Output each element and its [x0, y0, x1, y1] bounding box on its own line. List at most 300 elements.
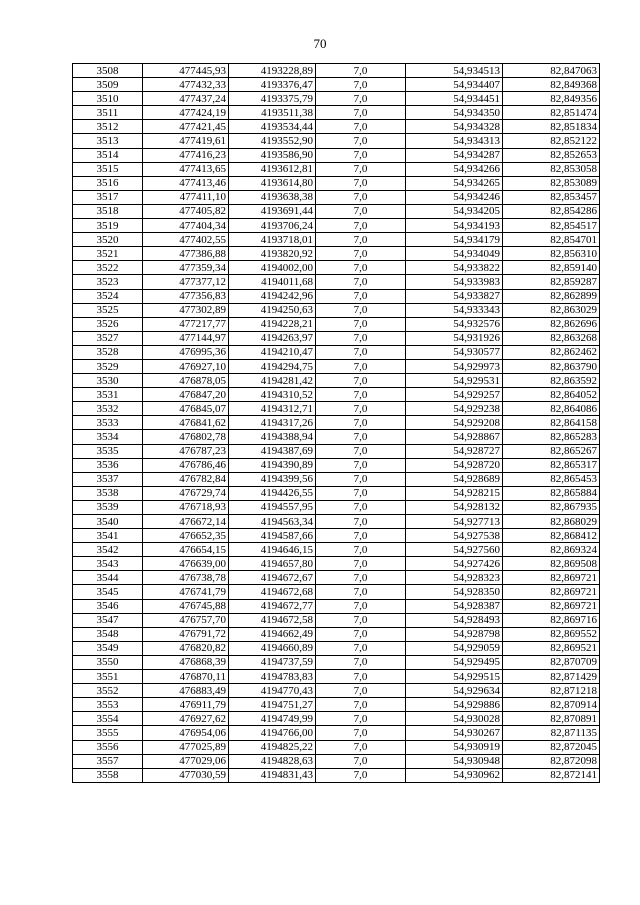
latitude-cell: 54,930919	[406, 740, 503, 754]
x-coordinate-cell: 476820,82	[143, 641, 229, 655]
table-row	[73, 655, 600, 669]
value-cell: 7,0	[316, 303, 406, 317]
table-row	[73, 331, 600, 345]
longitude-cell: 82,867935	[503, 500, 600, 514]
y-coordinate-cell: 4194749,99	[229, 712, 316, 726]
point-number-cell: 3547	[73, 613, 143, 627]
latitude-cell: 54,934350	[406, 106, 503, 120]
x-coordinate-cell: 477445,93	[143, 64, 229, 78]
x-coordinate-cell: 477359,34	[143, 261, 229, 275]
x-coordinate-cell: 476802,78	[143, 430, 229, 444]
table-row	[73, 190, 600, 204]
value-cell: 7,0	[316, 712, 406, 726]
longitude-cell: 82,872045	[503, 740, 600, 754]
latitude-cell: 54,934407	[406, 78, 503, 92]
value-cell: 7,0	[316, 529, 406, 543]
table-row	[73, 430, 600, 444]
longitude-cell: 82,869552	[503, 627, 600, 641]
latitude-cell: 54,934328	[406, 120, 503, 134]
point-number-cell: 3556	[73, 740, 143, 754]
longitude-cell: 82,862696	[503, 317, 600, 331]
longitude-cell: 82,852122	[503, 134, 600, 148]
table-row	[73, 641, 600, 655]
y-coordinate-cell: 4194662,49	[229, 627, 316, 641]
y-coordinate-cell: 4194766,00	[229, 726, 316, 740]
value-cell: 7,0	[316, 64, 406, 78]
y-coordinate-cell: 4193375,79	[229, 92, 316, 106]
y-coordinate-cell: 4194587,66	[229, 529, 316, 543]
table-row	[73, 317, 600, 331]
y-coordinate-cell: 4194390,89	[229, 458, 316, 472]
point-number-cell: 3548	[73, 627, 143, 641]
table-row	[73, 571, 600, 585]
value-cell: 7,0	[316, 190, 406, 204]
table-row	[73, 162, 600, 176]
x-coordinate-cell: 476927,62	[143, 712, 229, 726]
x-coordinate-cell: 477386,88	[143, 247, 229, 261]
latitude-cell: 54,934246	[406, 190, 503, 204]
y-coordinate-cell: 4194426,55	[229, 486, 316, 500]
table-row	[73, 599, 600, 613]
value-cell: 7,0	[316, 359, 406, 373]
value-cell: 7,0	[316, 275, 406, 289]
point-number-cell: 3540	[73, 515, 143, 529]
x-coordinate-cell: 477029,06	[143, 754, 229, 768]
longitude-cell: 82,853089	[503, 176, 600, 190]
longitude-cell: 82,853058	[503, 162, 600, 176]
value-cell: 7,0	[316, 331, 406, 345]
point-number-cell: 3545	[73, 585, 143, 599]
latitude-cell: 54,927713	[406, 515, 503, 529]
y-coordinate-cell: 4193706,24	[229, 219, 316, 233]
point-number-cell: 3541	[73, 529, 143, 543]
table-row	[73, 458, 600, 472]
value-cell: 7,0	[316, 219, 406, 233]
longitude-cell: 82,865317	[503, 458, 600, 472]
x-coordinate-cell: 476841,62	[143, 416, 229, 430]
point-number-cell: 3553	[73, 698, 143, 712]
point-number-cell: 3533	[73, 416, 143, 430]
latitude-cell: 54,932576	[406, 317, 503, 331]
latitude-cell: 54,928798	[406, 627, 503, 641]
y-coordinate-cell: 4193718,01	[229, 233, 316, 247]
y-coordinate-cell: 4194783,83	[229, 670, 316, 684]
value-cell: 7,0	[316, 670, 406, 684]
y-coordinate-cell: 4194310,52	[229, 388, 316, 402]
point-number-cell: 3551	[73, 670, 143, 684]
x-coordinate-cell: 477402,55	[143, 233, 229, 247]
x-coordinate-cell: 477404,34	[143, 219, 229, 233]
longitude-cell: 82,869521	[503, 641, 600, 655]
longitude-cell: 82,863029	[503, 303, 600, 317]
table-row	[73, 754, 600, 768]
latitude-cell: 54,928323	[406, 571, 503, 585]
latitude-cell: 54,934287	[406, 148, 503, 162]
x-coordinate-cell: 477437,24	[143, 92, 229, 106]
value-cell: 7,0	[316, 726, 406, 740]
point-number-cell: 3520	[73, 233, 143, 247]
latitude-cell: 54,934313	[406, 134, 503, 148]
table-row	[73, 557, 600, 571]
coordinates-table	[72, 63, 600, 783]
value-cell: 7,0	[316, 402, 406, 416]
table-row	[73, 388, 600, 402]
value-cell: 7,0	[316, 233, 406, 247]
value-cell: 7,0	[316, 345, 406, 359]
table-row	[73, 712, 600, 726]
y-coordinate-cell: 4193612,81	[229, 162, 316, 176]
value-cell: 7,0	[316, 599, 406, 613]
longitude-cell: 82,863790	[503, 359, 600, 373]
x-coordinate-cell: 476757,70	[143, 613, 229, 627]
latitude-cell: 54,927560	[406, 543, 503, 557]
point-number-cell: 3550	[73, 655, 143, 669]
longitude-cell: 82,869721	[503, 571, 600, 585]
value-cell: 7,0	[316, 106, 406, 120]
point-number-cell: 3528	[73, 345, 143, 359]
value-cell: 7,0	[316, 740, 406, 754]
x-coordinate-cell: 477419,61	[143, 134, 229, 148]
point-number-cell: 3532	[73, 402, 143, 416]
x-coordinate-cell: 477413,65	[143, 162, 229, 176]
y-coordinate-cell: 4194250,63	[229, 303, 316, 317]
value-cell: 7,0	[316, 655, 406, 669]
longitude-cell: 82,869324	[503, 543, 600, 557]
point-number-cell: 3523	[73, 275, 143, 289]
point-number-cell: 3525	[73, 303, 143, 317]
value-cell: 7,0	[316, 388, 406, 402]
table-row	[73, 261, 600, 275]
point-number-cell: 3534	[73, 430, 143, 444]
latitude-cell: 54,928215	[406, 486, 503, 500]
latitude-cell: 54,928132	[406, 500, 503, 514]
value-cell: 7,0	[316, 120, 406, 134]
y-coordinate-cell: 4194317,26	[229, 416, 316, 430]
page-number: 70	[313, 36, 327, 51]
value-cell: 7,0	[316, 515, 406, 529]
longitude-cell: 82,870891	[503, 712, 600, 726]
value-cell: 7,0	[316, 162, 406, 176]
latitude-cell: 54,929531	[406, 374, 503, 388]
latitude-cell: 54,929257	[406, 388, 503, 402]
table-row	[73, 416, 600, 430]
y-coordinate-cell: 4193511,38	[229, 106, 316, 120]
latitude-cell: 54,929495	[406, 655, 503, 669]
latitude-cell: 54,929515	[406, 670, 503, 684]
latitude-cell: 54,933822	[406, 261, 503, 275]
table-row	[73, 204, 600, 218]
y-coordinate-cell: 4193586,90	[229, 148, 316, 162]
table-row	[73, 444, 600, 458]
longitude-cell: 82,854286	[503, 204, 600, 218]
y-coordinate-cell: 4194312,71	[229, 402, 316, 416]
value-cell: 7,0	[316, 261, 406, 275]
y-coordinate-cell: 4194388,94	[229, 430, 316, 444]
latitude-cell: 54,928689	[406, 472, 503, 486]
latitude-cell: 54,934451	[406, 92, 503, 106]
x-coordinate-cell: 476738,78	[143, 571, 229, 585]
x-coordinate-cell: 477432,33	[143, 78, 229, 92]
point-number-cell: 3544	[73, 571, 143, 585]
y-coordinate-cell: 4194263,97	[229, 331, 316, 345]
point-number-cell: 3531	[73, 388, 143, 402]
table-row	[73, 698, 600, 712]
latitude-cell: 54,928387	[406, 599, 503, 613]
value-cell: 7,0	[316, 204, 406, 218]
value-cell: 7,0	[316, 289, 406, 303]
value-cell: 7,0	[316, 458, 406, 472]
y-coordinate-cell: 4194563,34	[229, 515, 316, 529]
x-coordinate-cell: 477424,19	[143, 106, 229, 120]
table-row	[73, 684, 600, 698]
y-coordinate-cell: 4194557,95	[229, 500, 316, 514]
point-number-cell: 3513	[73, 134, 143, 148]
y-coordinate-cell: 4194672,77	[229, 599, 316, 613]
point-number-cell: 3512	[73, 120, 143, 134]
latitude-cell: 54,929634	[406, 684, 503, 698]
table-row	[73, 275, 600, 289]
table-row	[73, 148, 600, 162]
longitude-cell: 82,869716	[503, 613, 600, 627]
y-coordinate-cell: 4194281,42	[229, 374, 316, 388]
y-coordinate-cell: 4193691,44	[229, 204, 316, 218]
longitude-cell: 82,849368	[503, 78, 600, 92]
y-coordinate-cell: 4194672,58	[229, 613, 316, 627]
longitude-cell: 82,859287	[503, 275, 600, 289]
y-coordinate-cell: 4194002,00	[229, 261, 316, 275]
latitude-cell: 54,928720	[406, 458, 503, 472]
longitude-cell: 82,862899	[503, 289, 600, 303]
table-row	[73, 768, 600, 782]
y-coordinate-cell: 4194210,47	[229, 345, 316, 359]
table-row	[73, 303, 600, 317]
table-row	[73, 120, 600, 134]
latitude-cell: 54,927426	[406, 557, 503, 571]
point-number-cell: 3508	[73, 64, 143, 78]
y-coordinate-cell: 4193534,44	[229, 120, 316, 134]
x-coordinate-cell: 476883,49	[143, 684, 229, 698]
table-row	[73, 78, 600, 92]
longitude-cell: 82,869721	[503, 585, 600, 599]
x-coordinate-cell: 476652,35	[143, 529, 229, 543]
latitude-cell: 54,930577	[406, 345, 503, 359]
value-cell: 7,0	[316, 613, 406, 627]
point-number-cell: 3526	[73, 317, 143, 331]
longitude-cell: 82,870709	[503, 655, 600, 669]
x-coordinate-cell: 477413,46	[143, 176, 229, 190]
y-coordinate-cell: 4194660,89	[229, 641, 316, 655]
y-coordinate-cell: 4193820,92	[229, 247, 316, 261]
longitude-cell: 82,864052	[503, 388, 600, 402]
x-coordinate-cell: 477025,89	[143, 740, 229, 754]
table-row	[73, 529, 600, 543]
latitude-cell: 54,930267	[406, 726, 503, 740]
latitude-cell: 54,928493	[406, 613, 503, 627]
table-row	[73, 670, 600, 684]
latitude-cell: 54,933343	[406, 303, 503, 317]
value-cell: 7,0	[316, 500, 406, 514]
x-coordinate-cell: 476868,39	[143, 655, 229, 669]
latitude-cell: 54,929238	[406, 402, 503, 416]
x-coordinate-cell: 476741,79	[143, 585, 229, 599]
longitude-cell: 82,872141	[503, 768, 600, 782]
value-cell: 7,0	[316, 317, 406, 331]
value-cell: 7,0	[316, 374, 406, 388]
latitude-cell: 54,934265	[406, 176, 503, 190]
table-row	[73, 219, 600, 233]
value-cell: 7,0	[316, 585, 406, 599]
table-row	[73, 613, 600, 627]
x-coordinate-cell: 476995,36	[143, 345, 229, 359]
point-number-cell: 3524	[73, 289, 143, 303]
x-coordinate-cell: 476786,46	[143, 458, 229, 472]
longitude-cell: 82,852653	[503, 148, 600, 162]
table-row	[73, 92, 600, 106]
coordinates-table-body	[73, 64, 600, 783]
point-number-cell: 3515	[73, 162, 143, 176]
latitude-cell: 54,930962	[406, 768, 503, 782]
longitude-cell: 82,863268	[503, 331, 600, 345]
x-coordinate-cell: 476654,15	[143, 543, 229, 557]
table-row	[73, 64, 600, 78]
y-coordinate-cell: 4194387,69	[229, 444, 316, 458]
longitude-cell: 82,851834	[503, 120, 600, 134]
y-coordinate-cell: 4194294,75	[229, 359, 316, 373]
value-cell: 7,0	[316, 134, 406, 148]
longitude-cell: 82,865453	[503, 472, 600, 486]
value-cell: 7,0	[316, 78, 406, 92]
y-coordinate-cell: 4194672,67	[229, 571, 316, 585]
x-coordinate-cell: 476845,07	[143, 402, 229, 416]
longitude-cell: 82,853457	[503, 190, 600, 204]
point-number-cell: 3510	[73, 92, 143, 106]
longitude-cell: 82,872098	[503, 754, 600, 768]
y-coordinate-cell: 4193376,47	[229, 78, 316, 92]
table-row	[73, 585, 600, 599]
longitude-cell: 82,871218	[503, 684, 600, 698]
table-row	[73, 543, 600, 557]
latitude-cell: 54,928350	[406, 585, 503, 599]
value-cell: 7,0	[316, 148, 406, 162]
longitude-cell: 82,868412	[503, 529, 600, 543]
point-number-cell: 3522	[73, 261, 143, 275]
x-coordinate-cell: 477144,97	[143, 331, 229, 345]
point-number-cell: 3543	[73, 557, 143, 571]
x-coordinate-cell: 476718,93	[143, 500, 229, 514]
latitude-cell: 54,934266	[406, 162, 503, 176]
latitude-cell: 54,930028	[406, 712, 503, 726]
point-number-cell: 3558	[73, 768, 143, 782]
longitude-cell: 82,864158	[503, 416, 600, 430]
value-cell: 7,0	[316, 698, 406, 712]
longitude-cell: 82,864086	[503, 402, 600, 416]
y-coordinate-cell: 4194242,96	[229, 289, 316, 303]
table-row	[73, 515, 600, 529]
value-cell: 7,0	[316, 472, 406, 486]
y-coordinate-cell: 4194831,43	[229, 768, 316, 782]
y-coordinate-cell: 4193228,89	[229, 64, 316, 78]
point-number-cell: 3542	[73, 543, 143, 557]
y-coordinate-cell: 4194646,15	[229, 543, 316, 557]
y-coordinate-cell: 4194770,43	[229, 684, 316, 698]
x-coordinate-cell: 477411,10	[143, 190, 229, 204]
point-number-cell: 3511	[73, 106, 143, 120]
point-number-cell: 3527	[73, 331, 143, 345]
point-number-cell: 3535	[73, 444, 143, 458]
longitude-cell: 82,862462	[503, 345, 600, 359]
point-number-cell: 3536	[73, 458, 143, 472]
table-row	[73, 345, 600, 359]
y-coordinate-cell: 4193614,80	[229, 176, 316, 190]
value-cell: 7,0	[316, 557, 406, 571]
table-row	[73, 289, 600, 303]
point-number-cell: 3514	[73, 148, 143, 162]
point-number-cell: 3557	[73, 754, 143, 768]
value-cell: 7,0	[316, 571, 406, 585]
y-coordinate-cell: 4193552,90	[229, 134, 316, 148]
longitude-cell: 82,871429	[503, 670, 600, 684]
latitude-cell: 54,928867	[406, 430, 503, 444]
x-coordinate-cell: 477405,82	[143, 204, 229, 218]
value-cell: 7,0	[316, 543, 406, 557]
x-coordinate-cell: 477416,23	[143, 148, 229, 162]
point-number-cell: 3537	[73, 472, 143, 486]
point-number-cell: 3509	[73, 78, 143, 92]
latitude-cell: 54,929886	[406, 698, 503, 712]
y-coordinate-cell: 4194828,63	[229, 754, 316, 768]
longitude-cell: 82,865283	[503, 430, 600, 444]
y-coordinate-cell: 4194751,27	[229, 698, 316, 712]
x-coordinate-cell: 476847,20	[143, 388, 229, 402]
table-row	[73, 627, 600, 641]
x-coordinate-cell: 476639,00	[143, 557, 229, 571]
x-coordinate-cell: 476672,14	[143, 515, 229, 529]
longitude-cell: 82,869721	[503, 599, 600, 613]
table-row	[73, 106, 600, 120]
longitude-cell: 82,868029	[503, 515, 600, 529]
longitude-cell: 82,871135	[503, 726, 600, 740]
longitude-cell: 82,859140	[503, 261, 600, 275]
value-cell: 7,0	[316, 768, 406, 782]
y-coordinate-cell: 4194011,68	[229, 275, 316, 289]
table-row	[73, 233, 600, 247]
y-coordinate-cell: 4194399,56	[229, 472, 316, 486]
value-cell: 7,0	[316, 486, 406, 500]
point-number-cell: 3546	[73, 599, 143, 613]
latitude-cell: 54,934513	[406, 64, 503, 78]
latitude-cell: 54,929973	[406, 359, 503, 373]
longitude-cell: 82,851474	[503, 106, 600, 120]
value-cell: 7,0	[316, 92, 406, 106]
value-cell: 7,0	[316, 444, 406, 458]
longitude-cell: 82,865267	[503, 444, 600, 458]
x-coordinate-cell: 476911,79	[143, 698, 229, 712]
longitude-cell: 82,854517	[503, 219, 600, 233]
x-coordinate-cell: 477302,89	[143, 303, 229, 317]
point-number-cell: 3538	[73, 486, 143, 500]
latitude-cell: 54,933983	[406, 275, 503, 289]
y-coordinate-cell: 4194228,21	[229, 317, 316, 331]
value-cell: 7,0	[316, 684, 406, 698]
value-cell: 7,0	[316, 754, 406, 768]
point-number-cell: 3521	[73, 247, 143, 261]
latitude-cell: 54,934179	[406, 233, 503, 247]
y-coordinate-cell: 4193638,38	[229, 190, 316, 204]
latitude-cell: 54,934049	[406, 247, 503, 261]
value-cell: 7,0	[316, 416, 406, 430]
value-cell: 7,0	[316, 430, 406, 444]
x-coordinate-cell: 476878,05	[143, 374, 229, 388]
